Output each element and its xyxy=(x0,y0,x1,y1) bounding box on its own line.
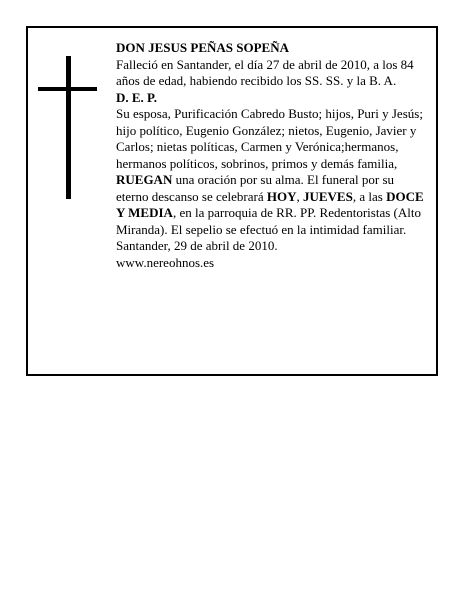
funeral-text-2: , a las xyxy=(352,188,387,204)
funeral-announcement xyxy=(116,172,424,238)
obituary-notice xyxy=(26,26,438,376)
dep-line: D. E. P. xyxy=(116,89,158,105)
family-list: Su esposa, Purificación Cabredo Busto; hijos, Puri y Jesús; hijo político, Eugenio González; nietos, Eugenio, Javier y Carlos; nietas políticas, Carmen y Verónica;hermanos, hermanos políticos, sobrinos, primos y demás familia, xyxy=(116,106,423,171)
cross-horizontal-bar xyxy=(38,87,97,91)
cross-vertical-bar xyxy=(66,56,71,199)
ruegan-text: RUEGAN xyxy=(116,172,173,187)
funeral-text-1: una oración por su alma. El funeral por su eterno descanso se celebrará xyxy=(116,172,394,204)
death-details: Falleció en Santander, el día 27 de abril de 2010, a los 84 años de edad, habiendo recibido los SS. SS. y la B. A. xyxy=(116,56,414,88)
funeral-text-3: , en la parroquia de RR. PP. Redentoristas (Alto Miranda). El sepelio se efectuó en la intimidad familiar. xyxy=(116,205,421,237)
deceased-name: DON JESUS PEÑAS SOPEÑA xyxy=(116,40,290,55)
hoy-text: HOY xyxy=(266,188,297,204)
place-date: Santander, 29 de abril de 2010. xyxy=(116,238,278,253)
jueves-text: JUEVES xyxy=(302,188,353,204)
funeral-time: DOCE Y MEDIA xyxy=(116,188,424,220)
comma-text: , xyxy=(296,188,303,204)
website-link: www.nereohnos.es xyxy=(116,254,215,270)
notice-text xyxy=(116,40,424,271)
